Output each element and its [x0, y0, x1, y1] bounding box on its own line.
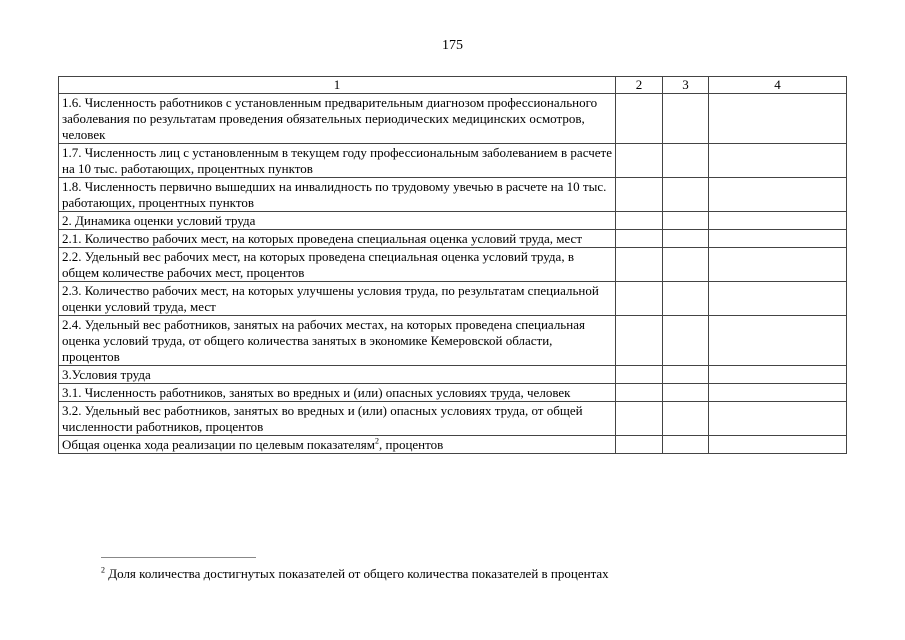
value-cell-4 — [709, 144, 847, 178]
value-cell-3 — [663, 384, 709, 402]
footnote-reference[interactable]: 2 — [374, 436, 379, 446]
value-cell-2 — [616, 366, 663, 384]
row-label: 2. Динамика оценки условий труда — [59, 212, 616, 230]
value-cell-2 — [616, 436, 663, 454]
value-cell-2 — [616, 282, 663, 316]
value-cell-4 — [709, 384, 847, 402]
value-cell-4 — [709, 366, 847, 384]
value-cell-4 — [709, 178, 847, 212]
row-label: 2.2. Удельный вес рабочих мест, на которых проведена специальная оценка условий труда, в общем количестве рабочих мест, процентов — [59, 248, 616, 282]
page-number: 175 — [442, 38, 463, 53]
row-label: 2.4. Удельный вес работников, занятых на рабочих местах, на которых проведена специальная оценка условий труда, от общего количества занятых в экономике Кемеровской области, процентов — [59, 316, 616, 366]
table-row — [59, 94, 847, 144]
final-row-suffix: , процентов — [378, 437, 444, 452]
value-cell-3 — [663, 248, 709, 282]
value-cell-2 — [616, 384, 663, 402]
header-cell-3: 3 — [663, 77, 709, 94]
indicators-table — [58, 76, 847, 454]
value-cell-4 — [709, 402, 847, 436]
value-cell-3 — [663, 230, 709, 248]
final-row-label — [59, 436, 616, 454]
row-label: 1.6. Численность работников с установленным предварительным диагнозом профессионального заболевания по результатам проведения обязательных периодических медицинских осмотров, человек — [59, 94, 616, 144]
row-label: 3.1. Численность работников, занятых во вредных и (или) опасных условиях труда, человек — [59, 384, 616, 402]
value-cell-4 — [709, 230, 847, 248]
value-cell-3 — [663, 402, 709, 436]
row-label: 3.2. Удельный вес работников, занятых во вредных и (или) опасных условиях труда, от общей численности работников, процентов — [59, 402, 616, 436]
value-cell-2 — [616, 230, 663, 248]
header-cell-2: 2 — [616, 77, 663, 94]
row-label: 1.7. Численность лиц с установленным в текущем году профессиональным заболеванием в расчете на 10 тыс. работающих, процентных пунктов — [59, 144, 616, 178]
table-row — [59, 384, 847, 402]
row-label: 2.3. Количество рабочих мест, на которых улучшены условия труда, по результатам специальной оценки условий труда, мест — [59, 282, 616, 316]
table-row — [59, 402, 847, 436]
value-cell-2 — [616, 94, 663, 144]
row-label: 1.8. Численность первично вышедших на инвалидность по трудовому увечью в расчете на 10 тыс. работающих, процентных пунктов — [59, 178, 616, 212]
table-header-row — [59, 77, 847, 94]
row-label: 2.1. Количество рабочих мест, на которых проведена специальная оценка условий труда, мест — [59, 230, 616, 248]
header-cell-4: 4 — [709, 77, 847, 94]
value-cell-2 — [616, 316, 663, 366]
final-row-text: Общая оценка хода реализации по целевым показателям — [62, 437, 375, 452]
header-cell-1: 1 — [59, 77, 616, 94]
table-row — [59, 248, 847, 282]
value-cell-3 — [663, 212, 709, 230]
value-cell-4 — [709, 212, 847, 230]
value-cell-3 — [663, 366, 709, 384]
value-cell-2 — [616, 212, 663, 230]
table-row — [59, 230, 847, 248]
value-cell-3 — [663, 282, 709, 316]
value-cell-3 — [663, 178, 709, 212]
value-cell-3 — [663, 94, 709, 144]
footnote-mark: 2 — [101, 565, 105, 575]
value-cell-4 — [709, 436, 847, 454]
value-cell-4 — [709, 316, 847, 366]
value-cell-2 — [616, 178, 663, 212]
table-row — [59, 144, 847, 178]
value-cell-3 — [663, 316, 709, 366]
footnote-text: Доля количества достигнутых показателей от общего количества показателей в процентах — [105, 566, 609, 581]
value-cell-4 — [709, 282, 847, 316]
value-cell-2 — [616, 248, 663, 282]
table-row — [59, 212, 847, 230]
value-cell-4 — [709, 248, 847, 282]
footnote — [101, 566, 609, 582]
table-row — [59, 178, 847, 212]
table-row-final — [59, 436, 847, 454]
value-cell-2 — [616, 402, 663, 436]
value-cell-3 — [663, 144, 709, 178]
value-cell-3 — [663, 436, 709, 454]
table-row — [59, 366, 847, 384]
table-row — [59, 282, 847, 316]
value-cell-2 — [616, 144, 663, 178]
table-row — [59, 316, 847, 366]
row-label: 3.Условия труда — [59, 366, 616, 384]
footnote-divider — [101, 557, 256, 558]
value-cell-4 — [709, 94, 847, 144]
